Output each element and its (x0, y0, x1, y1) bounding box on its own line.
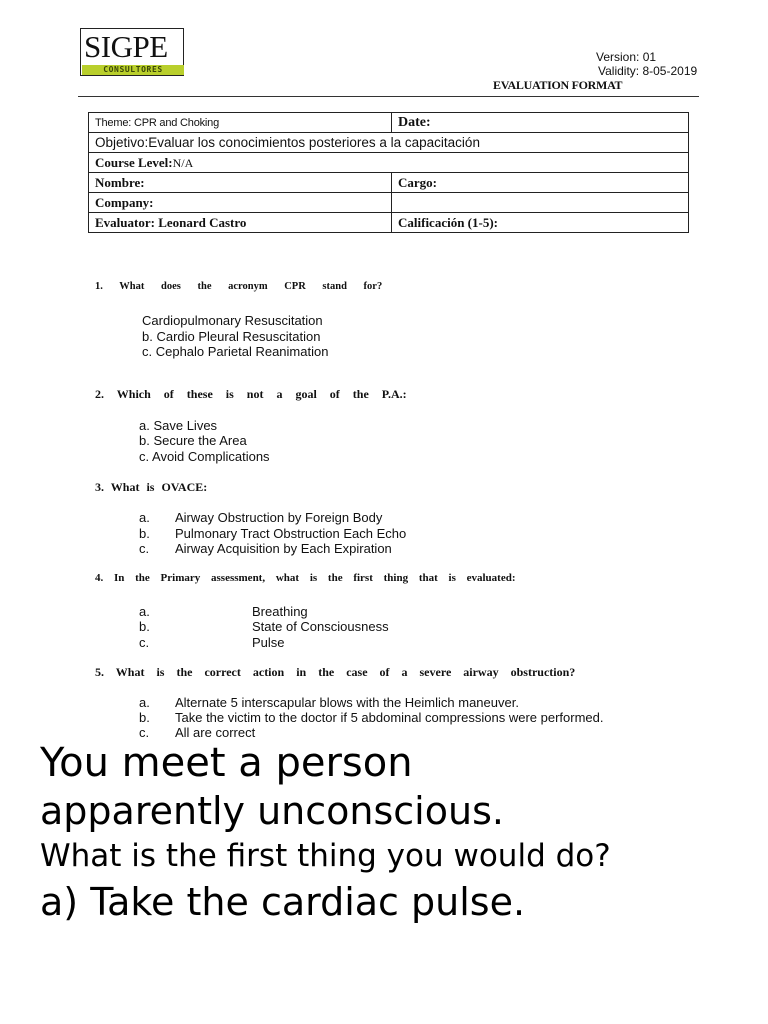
evaluator-label: Evaluator: Leonard Castro (95, 214, 247, 230)
q5-option-a: Alternate 5 interscapular blows with the Heimlich maneuver. (175, 695, 519, 710)
table-row (89, 133, 689, 153)
grade-label: Calificación (1-5): (398, 214, 499, 230)
question-4: 4. In the Primary assessment, what is the first thing that is evaluated: (95, 572, 516, 584)
objective-text: Objetivo:Evaluar los conocimientos posteriores a la capacitación (95, 134, 480, 150)
large-text-line-4: a) Take the cardiac pulse. (40, 880, 526, 924)
q2-option-b: b. Secure the Area (139, 433, 247, 448)
validity-label: Validity: 8-05-2019 (598, 64, 698, 78)
company-value-cell[interactable] (392, 193, 689, 213)
table-row (89, 153, 689, 173)
q4-letter-b: b. (139, 619, 150, 634)
q5-letter-c: c. (139, 725, 150, 740)
q3-letter-b: b. (139, 526, 150, 541)
q5-option-b: Take the victim to the doctor if 5 abdominal compressions were performed. (175, 710, 604, 725)
q4-option-c: Pulse (252, 635, 285, 650)
question-5: 5. What is the correct action in the case of a severe airway obstruction? (95, 665, 576, 679)
logo: SIGPE (84, 29, 168, 64)
question-1: 1. What does the acronym CPR stand for? (95, 281, 383, 292)
q3-letter-c: c. (139, 541, 150, 556)
evaluator-cell (89, 213, 392, 233)
form-title: EVALUATION FORMAT (493, 78, 623, 92)
q4-letter-a: a. (139, 604, 150, 619)
q3-option-a: Airway Obstruction by Foreign Body (175, 510, 383, 525)
q4-option-b: State of Consciousness (252, 619, 389, 634)
position-label: Cargo: (398, 174, 437, 190)
large-text-line-2: apparently unconscious. (40, 789, 504, 833)
q2-option-c: c. Avoid Complications (139, 449, 270, 464)
company-label: Company: (95, 194, 154, 210)
q5-letter-a: a. (139, 695, 150, 710)
q3-option-c: Airway Acquisition by Each Expiration (175, 541, 392, 556)
question-3: 3. What is OVACE: (95, 480, 208, 494)
q1-option-b: b. Cardio Pleural Resuscitation (142, 329, 321, 344)
date-cell[interactable] (392, 113, 689, 133)
question-2: 2. Which of these is not a goal of the P.A.: (95, 387, 407, 401)
q5-letter-b: b. (139, 710, 150, 725)
name-label: Nombre: (95, 174, 145, 190)
position-cell[interactable] (392, 173, 689, 193)
objective-cell (89, 133, 689, 153)
q3-letter-a: a. (139, 510, 150, 525)
table-row (89, 113, 689, 133)
q2-option-a: a. Save Lives (139, 418, 218, 433)
large-text-line-3: What is the first thing you would do? (40, 838, 611, 874)
table-row (89, 213, 689, 233)
header-divider (78, 96, 699, 97)
course-level-label: Course Level: (95, 154, 173, 170)
grade-cell[interactable] (392, 213, 689, 233)
q4-letter-c: c. (139, 635, 150, 650)
info-table (88, 112, 689, 233)
q3-option-b: Pulmonary Tract Obstruction Each Echo (175, 526, 407, 541)
q1-option-c: c. Cephalo Parietal Reanimation (142, 344, 329, 359)
theme-label: Theme: CPR and Choking (95, 117, 219, 129)
table-row (89, 173, 689, 193)
theme-cell (89, 113, 392, 133)
large-text-line-1: You meet a person (40, 740, 413, 786)
q5-option-c: All are correct (175, 725, 256, 740)
name-cell[interactable] (89, 173, 392, 193)
date-label: Date: (398, 114, 431, 130)
table-row (89, 193, 689, 213)
logo-subtitle: CONSULTORES (82, 65, 184, 75)
company-cell[interactable] (89, 193, 392, 213)
version-label: Version: 01 (596, 50, 657, 64)
course-level-value: N/A (172, 155, 194, 170)
q4-option-a: Breathing (252, 604, 308, 619)
course-level-cell (89, 153, 689, 173)
q1-option-a: Cardiopulmonary Resuscitation (142, 313, 323, 328)
